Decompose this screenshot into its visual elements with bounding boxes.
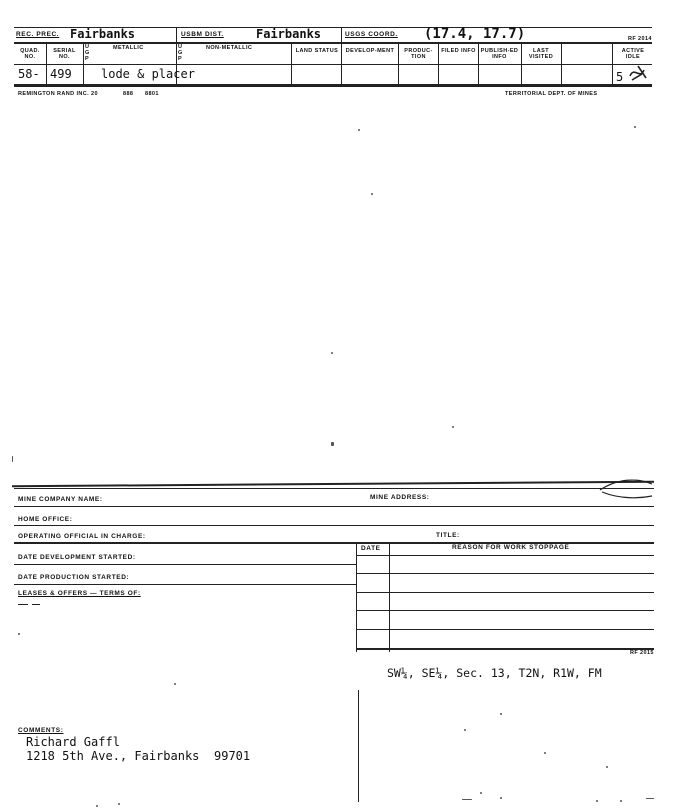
- printer-imprint: REMINGTON RAND INC. 20: [18, 91, 98, 97]
- date-development-label: DATE DEVELOPMENT STARTED:: [18, 554, 136, 561]
- usbm-dist-value: Fairbanks: [256, 27, 322, 41]
- date-column-header: DATE: [361, 545, 381, 552]
- title-label: TITLE:: [436, 532, 460, 539]
- comments-label: COMMENTS:: [18, 727, 64, 734]
- rec-prec-label: REC. PREC.: [16, 31, 60, 38]
- col-active-idle: ACTIVE IDLE: [621, 48, 645, 60]
- comments-line-1: Richard Gaffl: [26, 735, 120, 749]
- comments-line-2: 1218 5th Ave., Fairbanks: [26, 749, 200, 763]
- col-metallic: METALLIC: [113, 45, 144, 51]
- record-quad: 58-: [18, 67, 40, 81]
- reason-column-header: REASON FOR WORK STOPPAGE: [452, 544, 570, 551]
- col-land-status: LAND STATUS: [295, 48, 339, 54]
- col-production: PRODUC-TION: [404, 48, 433, 60]
- operating-official-label: OPERATING OFFICIAL IN CHARGE:: [18, 533, 146, 540]
- col-serial-no: SERIAL NO.: [53, 48, 76, 60]
- rec-prec-value: Fairbanks: [70, 27, 136, 41]
- col-non-metallic: NON-METALLIC: [206, 45, 253, 51]
- form-number-top: RF 2014: [628, 36, 652, 42]
- col-last-visited: LAST VISITED: [528, 48, 554, 60]
- imprint-code-2: 8801: [145, 91, 159, 97]
- col-development: DEVELOP-MENT: [345, 48, 395, 54]
- legal-location: SW¼, SE¼, Sec. 13, T2N, R1W, FM: [387, 666, 602, 680]
- comments-zip: 99701: [214, 749, 251, 763]
- ink-scribble-mark: [626, 62, 650, 84]
- mine-address-label: MINE ADDRESS:: [370, 494, 430, 501]
- home-office-label: HOME OFFICE:: [18, 516, 73, 523]
- usgs-coord-label: USGS COORD.: [345, 31, 398, 38]
- col-ugp-nonmetallic: U G P: [178, 44, 183, 62]
- col-ugp-metallic: U G P: [85, 44, 90, 62]
- usgs-coord-value: (17.4, 17.7): [424, 26, 526, 42]
- curl-mark: [598, 478, 654, 500]
- mine-company-name-label: MINE COMPANY NAME:: [18, 496, 103, 503]
- date-production-label: DATE PRODUCTION STARTED:: [18, 574, 130, 581]
- imprint-code-1: 888: [123, 91, 134, 97]
- col-quad-no: QUAD. NO.: [20, 48, 40, 60]
- form-number-bottom: RF 2015: [630, 650, 654, 656]
- usbm-dist-label: USBM DIST.: [181, 31, 224, 38]
- col-filed-info: FILED INFO: [441, 48, 476, 54]
- active-idle-mark: 5: [616, 70, 624, 84]
- record-serial: 499: [50, 67, 72, 81]
- territorial-dept-imprint: TERRITORIAL DEPT. OF MINES: [505, 91, 598, 97]
- record-metallic: lode & placer: [101, 67, 195, 81]
- col-published-info: PUBLISH-ED INFO: [480, 48, 519, 60]
- leases-label: LEASES & OFFERS — TERMS OF:: [18, 590, 141, 597]
